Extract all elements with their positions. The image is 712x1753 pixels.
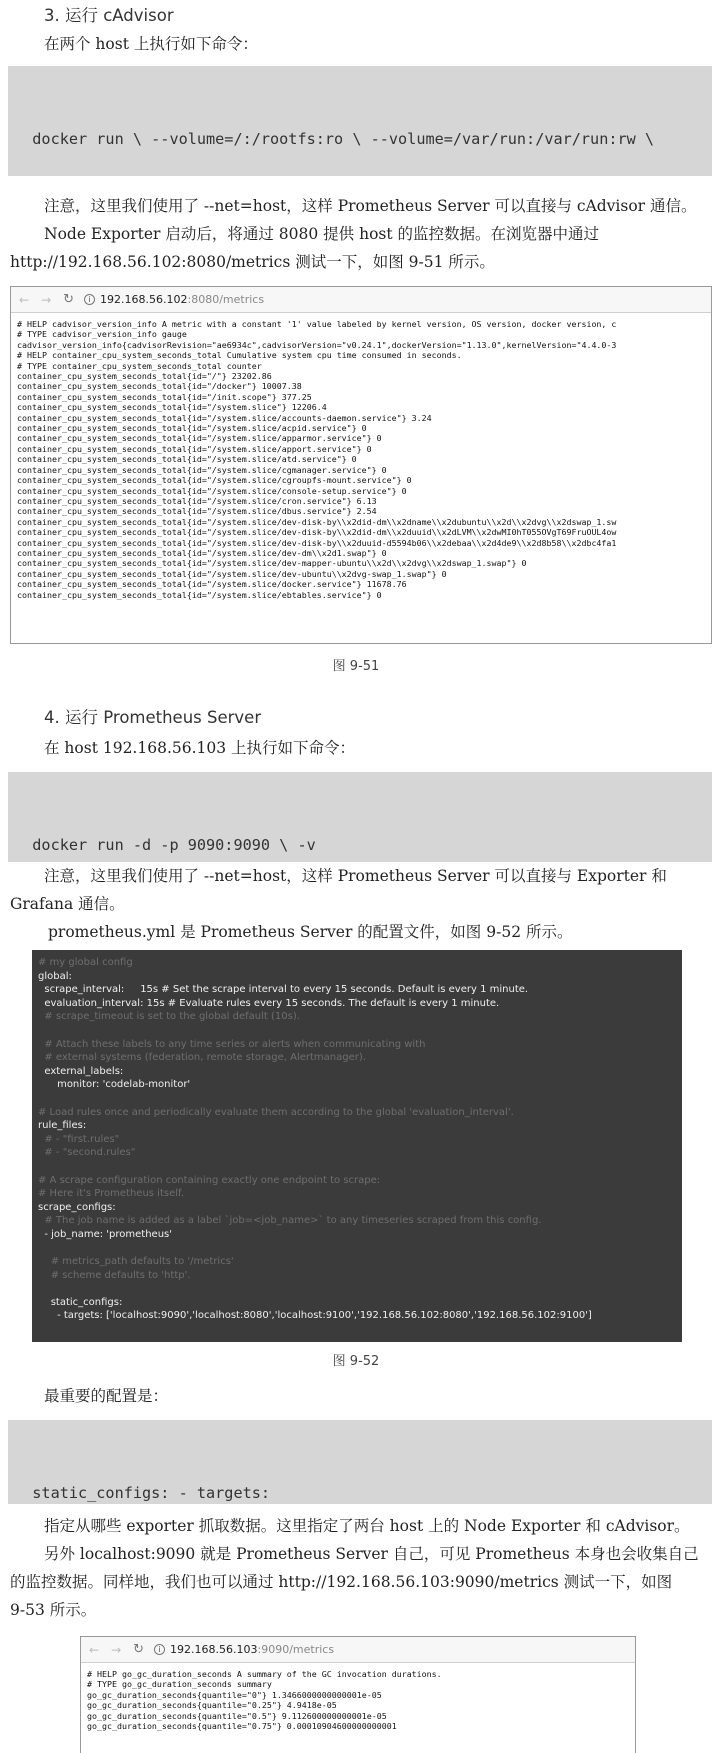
yaml-line: # Load rules once and periodically evaluate them according to the global 'evaluation_interval'. xyxy=(38,1106,514,1118)
section-3-heading: 3. 运行 cAdvisor xyxy=(44,6,174,25)
forward-icon[interactable]: → xyxy=(41,292,52,307)
url-path: :9090/metrics xyxy=(257,1643,335,1656)
metric-line: container_cpu_system_seconds_total{id="/system.slice/atd.service"} 0 xyxy=(17,454,357,465)
yaml-line: # - "first.rules" xyxy=(38,1133,120,1145)
yaml-line: scrape_configs: xyxy=(38,1201,116,1213)
metric-line: cadvisor_version_info{cadvisorRevision="ae6934c",cadvisorVersion="v0.24.1",dockerVersion="1.13.0",kernelVersion="4.4.0-3 xyxy=(17,339,617,350)
metric-line: container_cpu_system_seconds_total{id="/system.slice/accounts-daemon.service"} 3.24 xyxy=(17,412,432,423)
back-icon[interactable]: ← xyxy=(89,1642,100,1657)
yaml-line: # scheme defaults to 'http'. xyxy=(38,1269,191,1281)
yaml-line xyxy=(38,1282,676,1296)
browser-window-prometheus-metrics xyxy=(80,1636,636,1753)
yaml-line: # The job name is added as a label `job=<job_name>` to any timeseries scraped from this config. xyxy=(38,1215,542,1227)
metric-line: container_cpu_system_seconds_total{id="/docker"} 10007.38 xyxy=(17,381,302,392)
yaml-line: # my global config xyxy=(38,957,133,968)
metric-line: container_cpu_system_seconds_total{id="/"} 23202.86 xyxy=(17,371,272,382)
prometheus-yml-screenshot xyxy=(32,950,682,1342)
yaml-line: # - "second.rules" xyxy=(38,1147,136,1159)
prometheus-net-host-note-2: Grafana 通信。 xyxy=(10,895,125,913)
section-3-intro: 在两个 host 上执行如下命令： xyxy=(44,35,258,53)
metric-line: container_cpu_system_seconds_total{id="/system.slice/dev-ubuntu\\x2dvg-swap_1.swap"} 0 xyxy=(17,568,447,579)
yaml-line: evaluation_interval: 15s # Evaluate rules every 15 seconds. The default is every 1 minute. xyxy=(38,997,500,1009)
node-exporter-para: Node Exporter 启动后，将通过 8080 提供 host 的监控数据。在浏览器中通过 xyxy=(44,225,600,243)
metric-line: container_cpu_system_seconds_total{id="/system.slice/docker.service"} 11678.76 xyxy=(17,579,407,590)
yaml-line: # scrape_timeout is set to the global default (10s). xyxy=(38,1011,300,1023)
metric-line: container_cpu_system_seconds_total{id="/system.slice/acpid.service"} 0 xyxy=(17,423,367,434)
yaml-line: scrape_interval: 15s # Set the scrape interval to every 15 seconds. Default is every 1 minute. xyxy=(38,984,529,996)
metric-line: go_gc_duration_seconds{quantile="0.5"} 9.112600000000001e-05 xyxy=(87,1710,387,1721)
metric-line: container_cpu_system_seconds_total{id="/system.slice/dev-disk-by\\x2did-dm\\x2dname\\x2dubuntu\\x2d\\x2dvg\\x2dswap_1.sw xyxy=(17,516,617,527)
yaml-line: static_configs: xyxy=(38,1296,123,1308)
figure-caption-9-51: 图 9-51 xyxy=(332,659,380,674)
yaml-line: global: xyxy=(38,970,72,982)
metric-line: container_cpu_system_seconds_total{id="/system.slice/apport.service"} 0 xyxy=(17,443,372,454)
exporter-para: 指定从哪些 exporter 抓取数据。这里指定了两台 host 上的 Node Exporter 和 cAdvisor。 xyxy=(44,1517,690,1535)
metric-line: container_cpu_system_seconds_total{id="/init.scope"} 377.25 xyxy=(17,391,312,402)
browser-window-cadvisor-metrics xyxy=(10,286,712,644)
section-4-intro: 在 host 192.168.56.103 上执行如下命令： xyxy=(44,739,356,757)
metric-line: go_gc_duration_seconds{quantile="0.75"} 0.00010904600000000001 xyxy=(87,1721,397,1732)
metric-line: container_cpu_system_seconds_total{id="/system.slice/dev-disk-by\\x2did-dm\\x2duuid\\x2dLVM\\x2dwMI0hT055OVgT69FruOUL4ow xyxy=(17,527,617,538)
code-line: static_configs: - targets: xyxy=(14,1484,271,1502)
info-icon[interactable]: i xyxy=(154,1644,165,1655)
yaml-line: external_labels: xyxy=(38,1065,124,1077)
key-config-intro: 最重要的配置是： xyxy=(44,1387,169,1405)
metric-line: # TYPE go_gc_duration_seconds summary xyxy=(87,1679,272,1690)
metrics-text xyxy=(81,1663,635,1737)
metric-line: container_cpu_system_seconds_total{id="/system.slice/dev-mapper-ubuntu\\x2d\\x2dvg\\x2dswap_1.swap"} 0 xyxy=(17,558,527,569)
metric-line: container_cpu_system_seconds_total{id="/system.slice/ebtables.service"} 0 xyxy=(17,589,382,600)
yaml-line: - targets: ['localhost:9090','localhost:8080','localhost:9100','192.168.56.102:8080','192.168.56.102:9100'] xyxy=(38,1310,592,1322)
node-exporter-para-2: http://192.168.56.102:8080/metrics 测试一下，如图 9-51 所示。 xyxy=(10,253,495,271)
metric-line: # TYPE container_cpu_system_seconds_total counter xyxy=(17,360,262,371)
metric-line: container_cpu_system_seconds_total{id="/system.slice/dev-disk-by\\x2duuid-d5594b06\\x2debaa\\x2d4de9\\x2d8b58\\x2dbc4fa1 xyxy=(17,537,617,548)
self-monitor-para: 另外 localhost:9090 就是 Prometheus Server 自己，可见 Prometheus 本身也会收集自己 xyxy=(44,1545,699,1563)
yaml-line xyxy=(38,1092,676,1106)
prometheus-command-block xyxy=(8,772,712,862)
section-4-heading: 4. 运行 Prometheus Server xyxy=(44,708,262,727)
reload-icon[interactable]: ↻ xyxy=(63,292,75,307)
back-icon[interactable]: ← xyxy=(19,292,30,307)
metric-line: container_cpu_system_seconds_total{id="/system.slice/cgroupfs-mount.service"} 0 xyxy=(17,475,412,486)
reload-icon[interactable]: ↻ xyxy=(133,1642,145,1657)
prometheus-net-host-note: 注意，这里我们使用了 --net=host，这样 Prometheus Server 可以直接与 Exporter 和 xyxy=(44,867,667,885)
metrics-text xyxy=(11,313,711,606)
address-bar[interactable] xyxy=(11,287,711,313)
yaml-line: # Here it's Prometheus itself. xyxy=(38,1188,184,1200)
metric-line: go_gc_duration_seconds{quantile="0"} 1.3466000000000001e-05 xyxy=(87,1689,382,1700)
yaml-line: rule_files: xyxy=(38,1120,87,1132)
code-line: docker run \ --volume=/:/rootfs:ro \ --volume=/var/run:/var/run:rw \ xyxy=(14,130,655,148)
metric-line: container_cpu_system_seconds_total{id="/system.slice"} 12206.4 xyxy=(17,402,327,413)
yaml-line xyxy=(38,1160,676,1174)
forward-icon[interactable]: → xyxy=(111,1642,122,1657)
static-configs-block xyxy=(8,1420,712,1504)
yaml-line: # A scrape configuration containing exactly one endpoint to scrape: xyxy=(38,1174,381,1186)
metric-line: # TYPE cadvisor_version_info gauge xyxy=(17,329,187,340)
metric-line: container_cpu_system_seconds_total{id="/system.slice/cgmanager.service"} 0 xyxy=(17,464,387,475)
metric-line: # HELP go_gc_duration_seconds A summary of the GC invocation durations. xyxy=(87,1669,442,1679)
self-monitor-para-2: 的监控数据。同样地，我们也可以通过 http://192.168.56.103:9090/metrics 测试一下，如图 xyxy=(10,1573,673,1591)
url-path: :8080/metrics xyxy=(187,293,265,306)
metric-line: container_cpu_system_seconds_total{id="/system.slice/cron.service"} 6.13 xyxy=(17,495,377,506)
metric-line: # HELP cadvisor_version_info A metric with a constant '1' value labeled by kernel version, OS version, docker version, c xyxy=(17,319,617,329)
url-host: 192.168.56.102 xyxy=(100,293,188,306)
yaml-line: # external systems (federation, remote storage, Alertmanager). xyxy=(38,1052,366,1064)
yaml-line: # metrics_path defaults to '/metrics' xyxy=(38,1256,234,1268)
yaml-line xyxy=(38,1241,676,1255)
metric-line: # HELP container_cpu_system_seconds_total Cumulative system cpu time consumed in seconds. xyxy=(17,350,462,361)
code-line: docker run -d -p 9090:9090 \ -v xyxy=(14,836,316,854)
metric-line: container_cpu_system_seconds_total{id="/system.slice/dev-dm\\x2d1.swap"} 0 xyxy=(17,547,387,558)
info-icon[interactable]: i xyxy=(84,294,95,305)
cadvisor-command-block xyxy=(8,66,712,176)
metric-line: container_cpu_system_seconds_total{id="/system.slice/apparmor.service"} 0 xyxy=(17,433,382,444)
yaml-line: # Attach these labels to any time series or alerts when communicating with xyxy=(38,1038,426,1050)
yaml-line xyxy=(38,1024,676,1038)
address-bar[interactable] xyxy=(81,1637,635,1663)
yaml-line: - job_name: 'prometheus' xyxy=(38,1228,173,1240)
metric-line: container_cpu_system_seconds_total{id="/system.slice/dbus.service"} 2.54 xyxy=(17,506,377,517)
net-host-note: 注意，这里我们使用了 --net=host，这样 Prometheus Server 可以直接与 cAdvisor 通信。 xyxy=(44,197,697,215)
self-monitor-para-3: 9-53 所示。 xyxy=(10,1601,97,1619)
url-host: 192.168.56.103 xyxy=(170,1643,258,1656)
config-intro: prometheus.yml 是 Prometheus Server 的配置文件，如图 9-52 所示。 xyxy=(48,923,573,941)
yaml-line: monitor: 'codelab-monitor' xyxy=(38,1079,191,1091)
figure-caption-9-52: 图 9-52 xyxy=(332,1354,380,1369)
metric-line: go_gc_duration_seconds{quantile="0.25"} 4.9418e-05 xyxy=(87,1700,337,1711)
metric-line: container_cpu_system_seconds_total{id="/system.slice/console-setup.service"} 0 xyxy=(17,485,407,496)
